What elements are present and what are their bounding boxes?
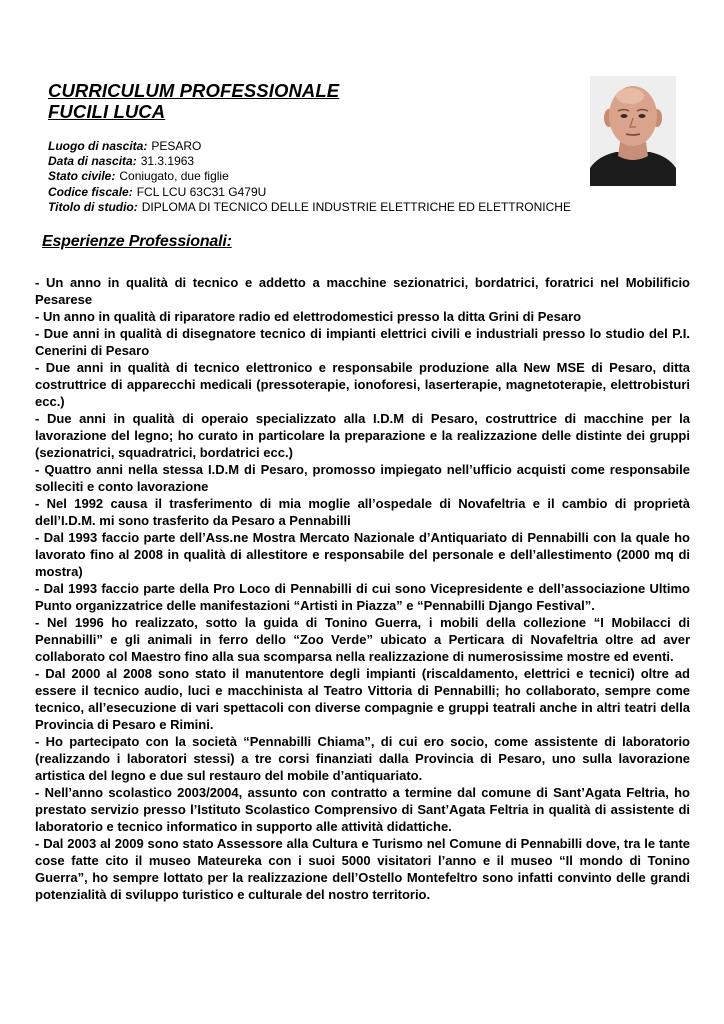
experience-item: - Due anni in qualità di tecnico elettronico e responsabile produzione alla New MSE di Pesaro, ditta costruttrice di apparecchi medicali (pressoterapie, ionoforesi, laserterapie, magnetoterapie, elettrobisturi ecc.) <box>35 360 690 409</box>
experience-item: - Quattro anni nella stessa I.D.M di Pesaro, promosso impiegato nell’ufficio acquisti come responsabile solleciti e conto lavorazione <box>35 462 690 494</box>
experience-item: - Nel 1992 causa il trasferimento di mia moglie all’ospedale di Novafeltria e il cambio di proprietà dell’I.D.M. mi sono trasferito da Pesaro a Pennabilli <box>35 496 690 528</box>
info-value: DIPLOMA DI TECNICO DELLE INDUSTRIE ELETTRICHE ED ELETTRONICHE <box>141 199 571 214</box>
title-line-name: FUCILI LUCA <box>48 101 166 122</box>
section-title-experience: Esperienze Professionali: <box>42 233 232 250</box>
info-value: PESARO <box>151 139 202 153</box>
experience-item: - Dal 1993 faccio parte della Pro Loco di Pennabilli di cui sono Vicepresidente e dell’associazione Ultimo Punto organizzatrice delle manifestazioni “Artisti in Piazza” e “Pennabilli Django Festival”. <box>35 581 690 613</box>
experience-list <box>35 274 690 903</box>
profile-photo <box>590 76 676 186</box>
portrait-image <box>590 76 676 186</box>
info-value: Coniugato, due figlie <box>119 169 229 184</box>
info-value: 31.3.1963 <box>140 154 195 169</box>
experience-item: - Nell’anno scolastico 2003/2004, assunto con contratto a termine dal comune di Sant’Agata Feltria, ho prestato servizio presso l’Istituto Scolastico Comprensivo di Sant’Agata Feltria in qualità di assistente di laboratorio e tecnico informatico in supporto alle attività didattiche. <box>35 785 690 834</box>
info-label: Luogo di nascita: <box>48 139 148 153</box>
experience-item: - Due anni in qualità di disegnatore tecnico di impianti elettrici civili e industriali presso lo studio del P.I. Cenerini di Pesaro <box>35 326 690 358</box>
experience-item: - Nel 1996 ho realizzato, sotto la guida di Tonino Guerra, i mobili della collezione “I Mobilacci di Pennabilli” e gli animali in ferro dello “Zoo Verde” ubicato a Perticara di Novafeltria oltre ad aver collaborato col Maestro fino alla sua scomparsa nella realizzazione di numerosissime mostre ed eventi. <box>35 615 690 664</box>
info-label: Stato civile: <box>48 169 116 184</box>
experience-item: - Dal 1993 faccio parte dell’Ass.ne Mostra Mercato Nazionale d’Antiquariato di Pennabilli con la quale ho lavorato fino al 2008 in qualità di allestitore e responsabile del personale e dell’allestimento (2000 mq di mostra) <box>35 530 690 579</box>
info-row-fiscal-code <box>48 185 688 200</box>
info-value: FCL LCU 63C31 G479U <box>136 184 267 199</box>
title-line-curriculum: CURRICULUM PROFESSIONALE <box>48 80 340 101</box>
info-row-education <box>48 200 688 215</box>
info-label: Codice fiscale: <box>48 184 133 199</box>
experience-item: - Dal 2003 al 2009 sono stato Assessore alla Cultura e Turismo nel Comune di Pennabilli dove, tra le tante cose fatte cito il museo Mateureka con i suoi 5000 visitatori l’anno e il museo “Il mondo di Tonino Guerra”, ho sempre lottato per la realizzazione dell’Ostello Montefeltro sono infatti convinto delle grandi potenzialità di sviluppo turistico e culturale del nostro territorio. <box>35 836 690 902</box>
info-label: Data di nascita: <box>48 154 137 169</box>
experience-item: - Due anni in qualità di operaio specializzato alla I.D.M di Pesaro, costruttrice di macchine per la lavorazione del legno; ho curato in particolare la preparazione e la realizzazione delle distinte dei gruppi (sezionatrici, squadratrici, bordatrici ecc.) <box>35 411 690 460</box>
experience-item: - Un anno in qualità di tecnico e addetto a macchine sezionatrici, bordatrici, foratrici nel Mobilificio Pesarese <box>35 275 690 307</box>
document-title <box>48 80 568 122</box>
experience-item: - Un anno in qualità di riparatore radio ed elettrodomestici presso la ditta Grini di Pesaro <box>35 309 582 324</box>
info-label: Titolo di studio: <box>48 199 138 214</box>
experience-item: - Dal 2000 al 2008 sono stato il manutentore degli impianti (riscaldamento, elettrici e tecnici) oltre ad essere il tecnico audio, luci e macchinista al Teatro Vittoria di Pennabilli; ho collaborato, sempre come tecnico, all’esecuzione di vari spettacoli con diverse compagnie e gruppi teatrali anche in altri teatri della Provincia di Pesaro e Rimini. <box>35 666 690 732</box>
experience-item: - Ho partecipato con la società “Pennabilli Chiama”, di cui ero socio, come assistente di laboratorio (realizzando i laboratori stessi) a tre corsi finanziati dalla Provincia di Pesaro, uno sulla lavorazione artistica del legno e due sul restauro del mobile d’antiquariato. <box>35 734 690 783</box>
